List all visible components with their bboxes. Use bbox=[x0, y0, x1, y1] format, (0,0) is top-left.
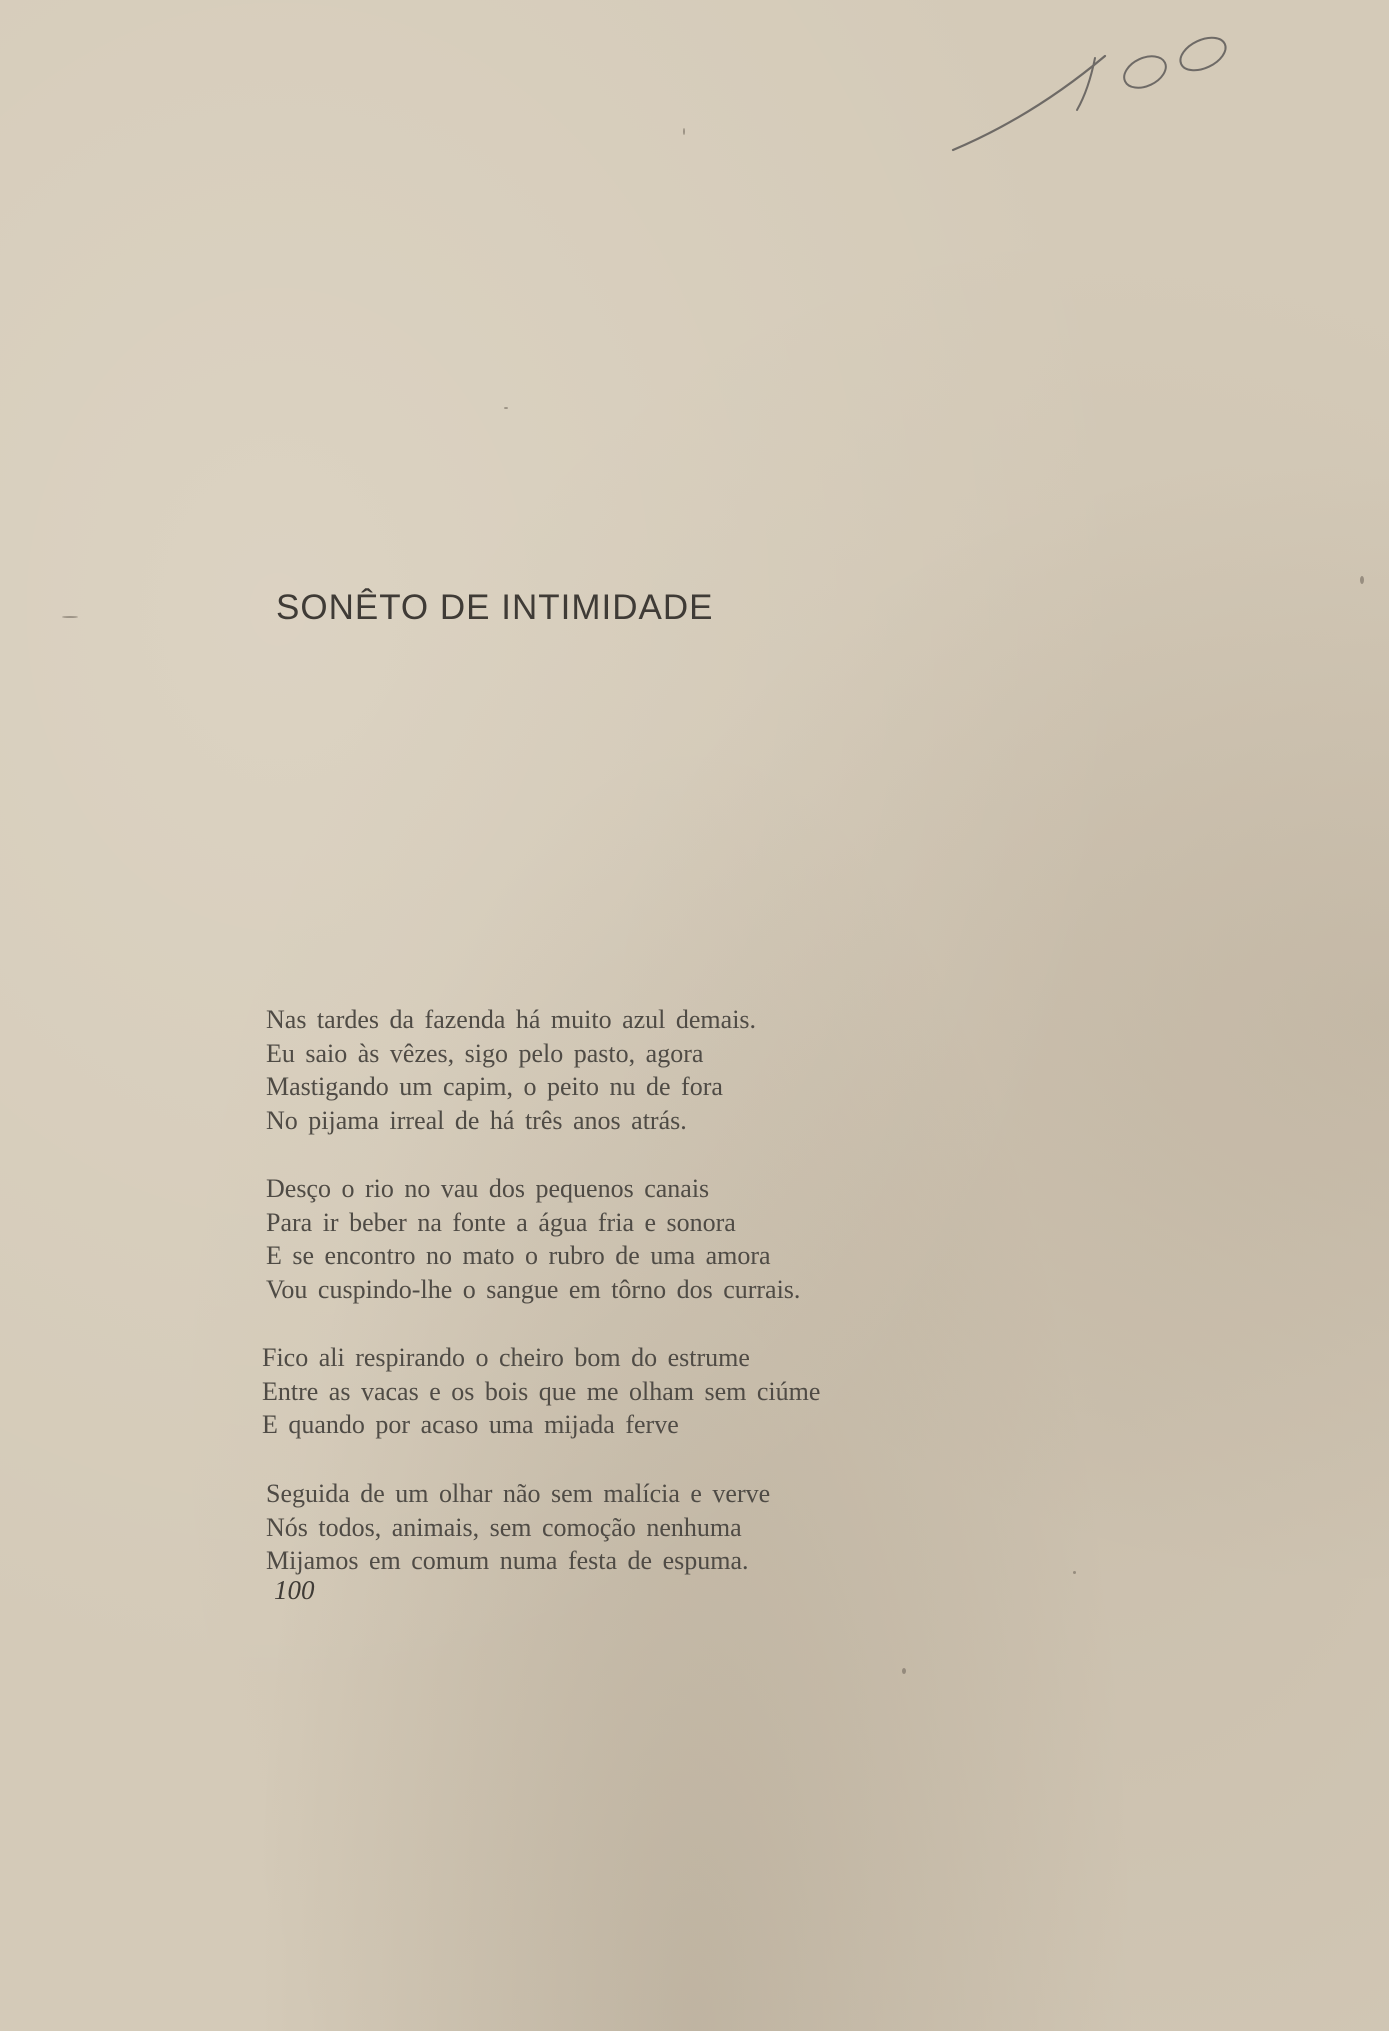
paper-speck bbox=[1360, 576, 1364, 584]
pencil-mark-icon bbox=[945, 18, 1265, 168]
paper-speck bbox=[62, 616, 78, 618]
poem-line: Nas tardes da fazenda há muito azul demais. bbox=[266, 1005, 757, 1034]
paper-speck bbox=[902, 1668, 906, 1674]
poem-line: Eu saio às vêzes, sigo pelo pasto, agora bbox=[266, 1038, 704, 1068]
poem-line: Seguida de um olhar não sem malícia e verve bbox=[266, 1479, 771, 1508]
stanza-4 bbox=[266, 1477, 770, 1578]
poem-line: E quando por acaso uma mijada ferve bbox=[262, 1410, 679, 1439]
stanza-3 bbox=[262, 1341, 820, 1442]
poem-line: No pijama irreal de há três anos atrás. bbox=[266, 1105, 687, 1135]
poem-line: Fico ali respirando o cheiro bom do estrume bbox=[262, 1343, 750, 1372]
paper-speck bbox=[683, 128, 685, 135]
stanza-2 bbox=[266, 1172, 800, 1306]
printed-page-number: 100 bbox=[274, 1575, 315, 1605]
poem-line: Nós todos, animais, sem comoção nenhuma bbox=[266, 1512, 742, 1542]
poem-line: Para ir beber na fonte a água fria e sonora bbox=[266, 1207, 736, 1237]
poem-line: Desço o rio no vau dos pequenos canais bbox=[266, 1174, 710, 1203]
paper-speck bbox=[1073, 1571, 1076, 1574]
stanza-1 bbox=[266, 1003, 756, 1137]
handwritten-page-number bbox=[945, 18, 1265, 168]
poem-line: E se encontro no mato o rubro de uma amora bbox=[266, 1241, 771, 1270]
poem-line: Mastigando um capim, o peito nu de fora bbox=[266, 1072, 723, 1101]
poem-title: SONÊTO DE INTIMIDADE bbox=[276, 588, 714, 627]
poem-line: Entre as vacas e os bois que me olham sem ciúme bbox=[262, 1376, 821, 1406]
paper-speck bbox=[504, 407, 508, 409]
poem-line: Vou cuspindo-lhe o sangue em tôrno dos currais. bbox=[266, 1274, 801, 1304]
poem-line: Mijamos em comum numa festa de espuma. bbox=[266, 1546, 749, 1575]
